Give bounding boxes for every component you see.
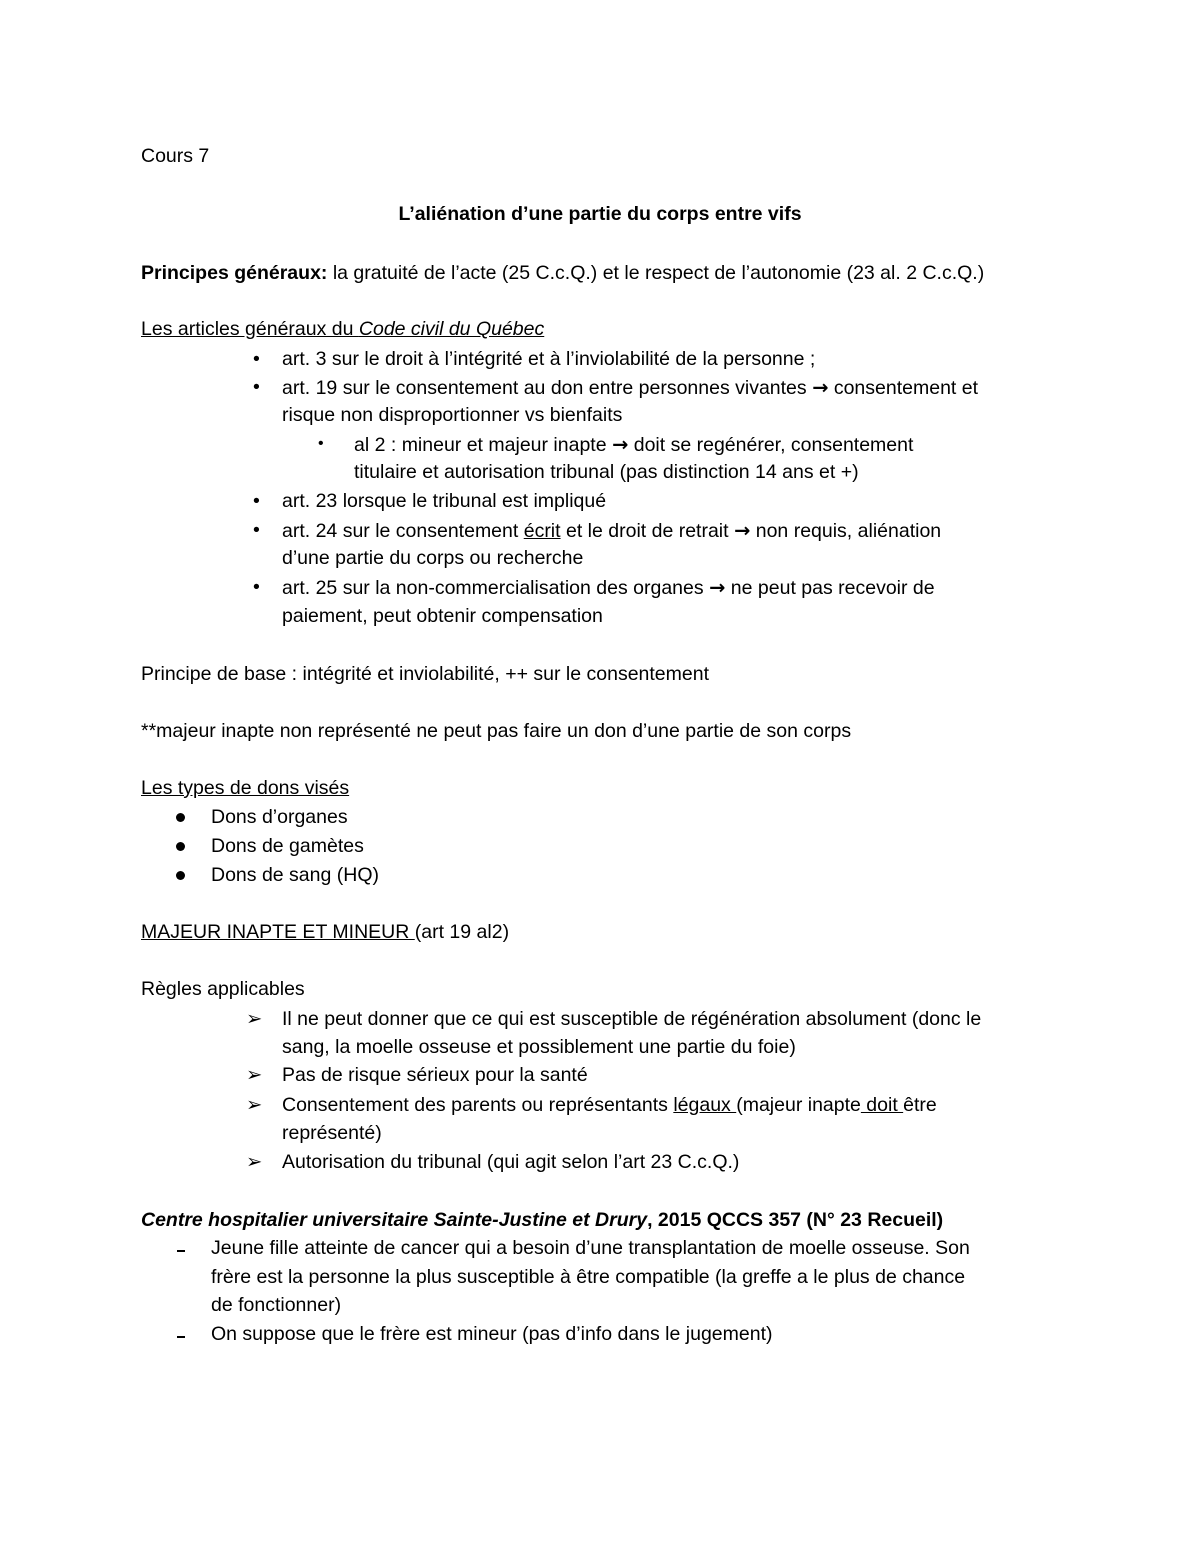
arrow-right-icon: →: [812, 376, 829, 399]
bullet-marker: •: [253, 376, 260, 398]
article-23: art. 23 lorsque le tribunal est impliqué: [282, 490, 607, 512]
type-item-sang: Dons de sang (HQ): [211, 864, 379, 886]
al2-consequence: doit se regénérer, consentement: [628, 434, 914, 456]
arrowhead-bullet-icon: ➢: [246, 1064, 263, 1086]
principes-label: Principes généraux:: [141, 262, 328, 284]
principes-line: [141, 264, 984, 284]
article-24-line-1: [282, 521, 941, 542]
regle-2: Pas de risque sérieux pour la santé: [282, 1064, 588, 1086]
sub-bullet-marker: •: [318, 435, 324, 452]
type-item-organes: Dons d’organes: [211, 806, 348, 828]
regle-1-line-1: Il ne peut donner que ce qui est susceptible de régénération absolument (donc le: [282, 1008, 982, 1030]
majeur-mineur-title: MAJEUR INAPTE ET MINEUR: [141, 921, 415, 943]
regle-3-line-2: représenté): [282, 1122, 382, 1144]
case-point-2: On suppose que le frère est mineur (pas d’info dans le jugement): [211, 1323, 773, 1345]
case-point-1-line-1: Jeune fille atteinte de cancer qui a besoin d’une transplantation de moelle osseuse. Son: [211, 1237, 970, 1259]
article-25-text: art. 25 sur la non-commercialisation des organes: [282, 577, 710, 599]
doit-underlined: doit: [860, 1094, 904, 1116]
majeur-mineur-heading: [141, 923, 509, 943]
article-19-text: art. 19 sur le consentement au don entre personnes vivantes: [282, 377, 813, 399]
article-24-consequence: non requis, aliénation: [750, 520, 942, 542]
article-24-text-2: et le droit de retrait: [560, 520, 734, 542]
bullet-dot-icon: [176, 813, 185, 822]
regle-4: Autorisation du tribunal (qui agit selon l’art 23 C.c.Q.): [282, 1151, 740, 1173]
article-24-text: art. 24 sur le consentement: [282, 520, 524, 542]
article-19-al2-line-1: [354, 435, 913, 456]
bullet-marker: •: [253, 490, 260, 512]
regle-3-text-3: être: [903, 1094, 937, 1116]
article-19-al2-line-2: titulaire et autorisation tribunal (pas distinction 14 ans et +): [354, 461, 859, 483]
regle-3-text-2: (majeur inapte: [736, 1094, 861, 1116]
al2-text: al 2 : mineur et majeur inapte: [354, 434, 612, 456]
type-item-gametes: Dons de gamètes: [211, 835, 364, 857]
regle-3-line-1: [282, 1096, 937, 1116]
article-3: art. 3 sur le droit à l’intégrité et à l’inviolabilité de la personne ;: [282, 348, 816, 370]
document-title: L’aliénation d’une partie du corps entre vifs: [398, 203, 802, 225]
regle-3-text: Consentement des parents ou représentants: [282, 1094, 674, 1116]
article-19-line-1: [282, 378, 978, 399]
case-point-1-line-2: frère est la personne la plus susceptible à être compatible (la greffe a le plus de chance: [211, 1266, 966, 1288]
course-label: Cours 7: [141, 145, 210, 167]
bullet-marker: •: [253, 576, 260, 598]
arrow-right-icon: →: [733, 519, 751, 542]
arrowhead-bullet-icon: ➢: [246, 1008, 263, 1030]
regles-heading: Règles applicables: [141, 978, 305, 1000]
dash-bullet-icon: [177, 1336, 185, 1338]
bullet-dot-icon: [176, 871, 185, 880]
principe-de-base: Principe de base : intégrité et inviolabilité, ++ sur le consentement: [141, 663, 709, 685]
bullet-marker: •: [253, 519, 260, 541]
code-civil-title: Code civil du Québec: [358, 318, 545, 340]
majeur-inapte-note: **majeur inapte non représenté ne peut pas faire un don d’une partie de son corps: [141, 720, 852, 742]
principes-text: la gratuité de l’acte (25 C.c.Q.) et le respect de l’autonomie (23 al. 2 C.c.Q.): [327, 262, 985, 284]
bullet-dot-icon: [176, 842, 185, 851]
articles-heading-text: Les articles généraux du: [141, 318, 359, 340]
types-heading: Les types de dons visés: [141, 777, 350, 799]
article-25-line-1: [282, 578, 935, 599]
article-19-line-2: risque non disproportionner vs bienfaits: [282, 404, 623, 426]
arrow-right-icon: →: [709, 576, 726, 599]
arrow-right-icon: →: [611, 433, 629, 456]
arrowhead-bullet-icon: ➢: [246, 1151, 263, 1173]
article-25-consequence: ne peut pas recevoir de: [725, 577, 935, 599]
ecrit-underlined: écrit: [523, 520, 561, 542]
legaux-underlined: légaux: [673, 1094, 737, 1116]
article-19-consequence: consentement et: [828, 377, 979, 399]
case-citation: , 2015 QCCS 357 (N° 23 Recueil): [647, 1209, 944, 1231]
case-point-1-line-3: de fonctionner): [211, 1294, 342, 1316]
majeur-mineur-ref: (art 19 al2): [414, 921, 510, 943]
dash-bullet-icon: [177, 1250, 185, 1252]
case-heading: [141, 1211, 943, 1231]
case-name: Centre hospitalier universitaire Sainte-Justine et Drury: [141, 1209, 648, 1231]
bullet-marker: •: [253, 348, 260, 370]
article-25-line-2: paiement, peut obtenir compensation: [282, 605, 603, 627]
regle-1-line-2: sang, la moelle osseuse et possiblement une partie du foie): [282, 1036, 796, 1058]
article-24-line-2: d’une partie du corps ou recherche: [282, 547, 584, 569]
articles-heading: [141, 320, 544, 340]
arrowhead-bullet-icon: ➢: [246, 1094, 263, 1116]
